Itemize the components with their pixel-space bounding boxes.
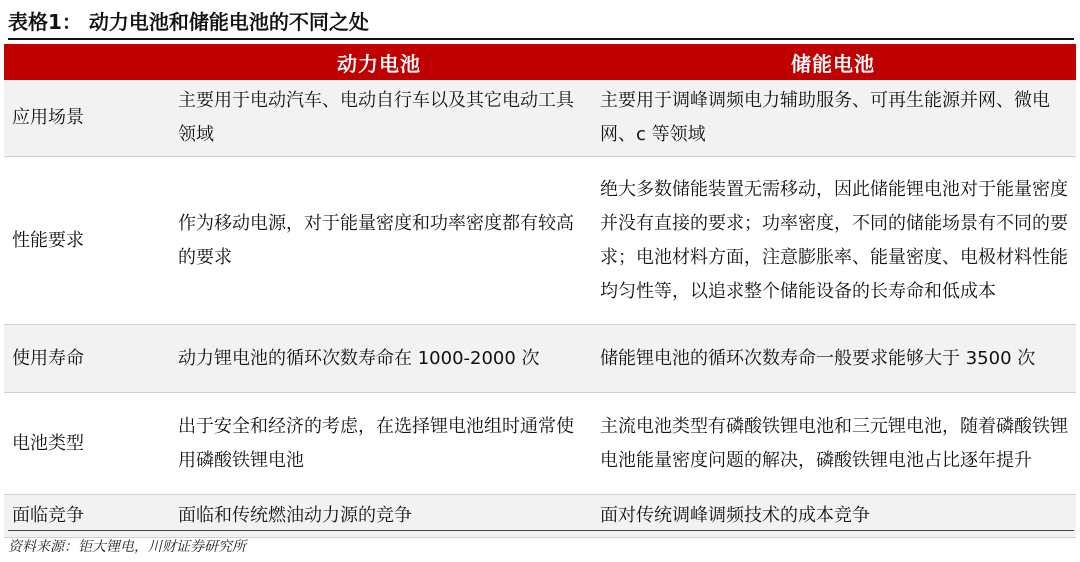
comparison-table	[4, 44, 1076, 538]
row-label: 性能要求	[4, 157, 168, 325]
power-cell: 作为移动电源，对于能量密度和功率密度都有较高的要求	[168, 157, 590, 325]
storage-cell: 储能锂电池的循环次数寿命一般要求能够大于 3500 次	[590, 325, 1076, 393]
table-row	[4, 157, 1076, 325]
row-label: 使用寿命	[4, 325, 168, 393]
source-note: 资料来源：钜大锂电，川财证券研究所	[8, 530, 1074, 557]
header-power-battery: 动力电池	[168, 44, 590, 80]
header-blank-cell	[4, 44, 168, 80]
table-header-row	[4, 44, 1076, 80]
storage-cell: 绝大多数储能装置无需移动，因此储能锂电池对于能量密度并没有直接的要求；功率密度，不同的储能场景有不同的要求；电池材料方面，注意膨胀率、能量密度、电极材料性能均匀性等，以追求整个储能设备的长寿命和低成本	[590, 157, 1076, 325]
power-cell: 出于安全和经济的考虑，在选择锂电池组时通常使用磷酸铁锂电池	[168, 393, 590, 495]
table-row	[4, 325, 1076, 393]
table-title: 表格1： 动力电池和储能电池的不同之处	[8, 6, 1074, 40]
power-cell: 面临和传统燃油动力源的竞争	[168, 495, 590, 538]
storage-cell: 主要用于调峰调频电力辅助服务、可再生能源并网、微电网、c 等领域	[590, 80, 1076, 157]
row-label: 电池类型	[4, 393, 168, 495]
row-label: 应用场景	[4, 80, 168, 157]
power-cell: 动力锂电池的循环次数寿命在 1000-2000 次	[168, 325, 590, 393]
row-label: 面临竞争	[4, 495, 168, 538]
power-cell: 主要用于电动汽车、电动自行车以及其它电动工具领域	[168, 80, 590, 157]
table-row	[4, 80, 1076, 157]
storage-cell: 主流电池类型有磷酸铁锂电池和三元锂电池，随着磷酸铁锂电池能量密度问题的解决，磷酸铁锂电池占比逐年提升	[590, 393, 1076, 495]
table-row	[4, 393, 1076, 495]
header-storage-battery: 储能电池	[590, 44, 1076, 80]
storage-cell: 面对传统调峰调频技术的成本竞争	[590, 495, 1076, 538]
